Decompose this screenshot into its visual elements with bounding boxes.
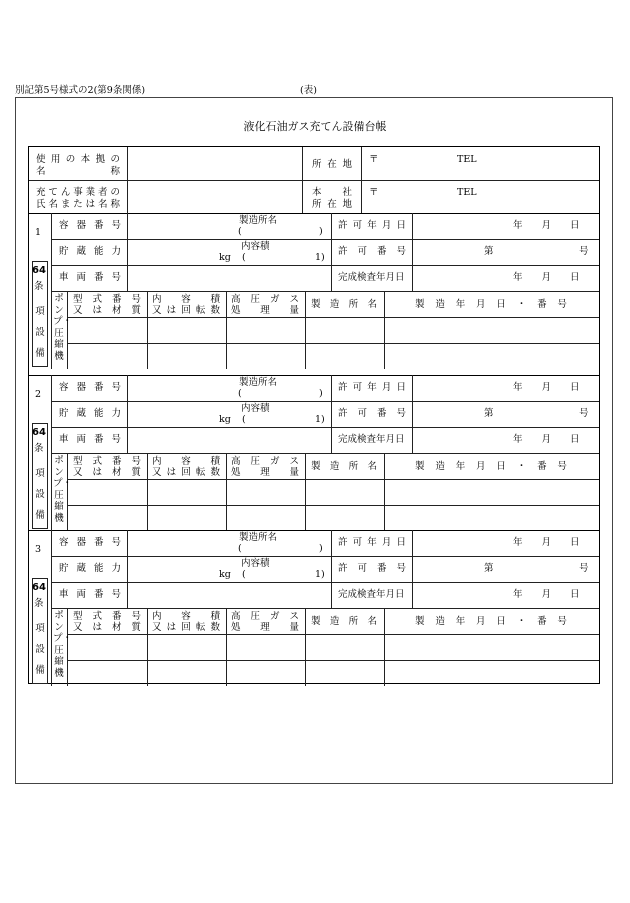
section-number: 1	[35, 227, 42, 238]
model-label-2: 又 は 材 質	[73, 467, 141, 478]
clause-jo: 条	[34, 598, 44, 609]
completion-date-label: 完成検査年月日	[338, 272, 405, 283]
ledger-form	[28, 146, 600, 684]
model-label-2: 又 は 材 質	[73, 305, 141, 316]
model-label-1: 型 式 番 号	[73, 611, 141, 622]
mfg-info-label: 製 造 年 月 日 ・ 番 号	[415, 616, 567, 627]
pump-label: ポンプ・圧縮機	[53, 455, 73, 524]
clause-64: 64	[32, 582, 46, 593]
hp-label-2: 処 理 量	[231, 305, 299, 316]
permit-date-label: 許 可 年 月 日	[338, 382, 406, 393]
container-no-label: 容 器 番 号	[59, 537, 121, 548]
paren-close: )	[319, 226, 323, 237]
kg-label: kg	[219, 252, 231, 263]
maker-label: 製 造 所 名	[311, 299, 377, 310]
maker-label: 製 造 所 名	[311, 616, 377, 627]
clause-rest: 項設備	[35, 623, 45, 676]
equipment-section-1	[29, 213, 599, 369]
hp-label-1: 高 圧 ガ ス	[231, 294, 299, 305]
permit-date-label: 許 可 年 月 日	[338, 537, 406, 548]
vol-label-2: 又 は 回 転 数	[152, 622, 220, 633]
permit-no-value: 第 号	[484, 408, 589, 419]
vol-label-1: 内 容 積	[152, 456, 220, 467]
clause-64: 64	[32, 427, 46, 438]
vol-label-2: 又 は 回 転 数	[152, 305, 220, 316]
model-label-1: 型 式 番 号	[73, 456, 141, 467]
vehicle-no-label: 車 両 番 号	[59, 272, 121, 283]
hp-label-1: 高 圧 ガ ス	[231, 611, 299, 622]
equipment-section-2	[29, 375, 599, 531]
mfg-info-label: 製 造 年 月 日 ・ 番 号	[415, 299, 567, 310]
paren-close: )	[319, 388, 323, 399]
permit-date-value: 年 月 日	[513, 537, 580, 548]
completion-date-label: 完成検査年月日	[338, 589, 405, 600]
tel-label-1: TEL	[457, 154, 477, 165]
kg-paren: (	[242, 414, 246, 425]
kg-paren: (	[242, 252, 246, 263]
manufacturer-label: 製造所名	[239, 532, 278, 543]
equipment-section-3	[29, 530, 599, 686]
paren-1: 1)	[315, 252, 325, 263]
location-label: 所 在 地	[312, 159, 352, 170]
model-label-1: 型 式 番 号	[73, 294, 141, 305]
completion-date-value: 年 月 日	[513, 589, 580, 600]
permit-no-label: 許 可 番 号	[338, 408, 406, 419]
postal-mark-2: 〒	[369, 187, 379, 198]
capacity-label: 内容積	[241, 403, 270, 414]
paren-close: )	[319, 543, 323, 554]
clause-rest: 項設備	[35, 306, 45, 359]
vehicle-no-label: 車 両 番 号	[59, 434, 121, 445]
permit-date-value: 年 月 日	[513, 382, 580, 393]
manufacturer-label: 製造所名	[239, 377, 278, 388]
storage-label: 貯 蔵 能 力	[59, 246, 121, 257]
vol-label-2: 又 は 回 転 数	[152, 467, 220, 478]
permit-no-value: 第 号	[484, 246, 589, 257]
permit-no-label: 許 可 番 号	[338, 246, 406, 257]
storage-label: 貯 蔵 能 力	[59, 563, 121, 574]
vol-label-1: 内 容 積	[152, 294, 220, 305]
hp-label-2: 処 理 量	[231, 622, 299, 633]
permit-date-value: 年 月 日	[513, 220, 580, 231]
vol-label-1: 内 容 積	[152, 611, 220, 622]
kg-label: kg	[219, 414, 231, 425]
page-side: (表)	[300, 85, 317, 96]
section-number: 3	[35, 544, 42, 555]
maker-label: 製 造 所 名	[311, 461, 377, 472]
vehicle-no-label: 車 両 番 号	[59, 589, 121, 600]
manufacturer-label: 製造所名	[239, 215, 278, 226]
base-name-label-1: 使 用 の 本 拠 の	[36, 154, 120, 165]
page-title: 液化石油ガス充てん設備台帳	[243, 120, 387, 133]
completion-date-value: 年 月 日	[513, 434, 580, 445]
hp-label-2: 処 理 量	[231, 467, 299, 478]
paren-open: (	[238, 388, 242, 399]
paren-open: (	[238, 543, 242, 554]
capacity-label: 内容積	[241, 241, 270, 252]
clause-64: 64	[32, 265, 46, 276]
completion-date-label: 完成検査年月日	[338, 434, 405, 445]
paren-1: 1)	[315, 569, 325, 580]
tel-label-2: TEL	[457, 187, 477, 198]
clause-jo: 条	[34, 443, 44, 454]
kg-label: kg	[219, 569, 231, 580]
storage-label: 貯 蔵 能 力	[59, 408, 121, 419]
hq-label-2: 所 在 地	[312, 199, 352, 210]
hq-label-1: 本 社	[312, 187, 352, 198]
container-no-label: 容 器 番 号	[59, 382, 121, 393]
mfg-info-label: 製 造 年 月 日 ・ 番 号	[415, 461, 567, 472]
section-number: 2	[35, 389, 42, 400]
pump-label: ポンプ・圧縮機	[53, 293, 73, 362]
clause-rest: 項設備	[35, 468, 45, 521]
pump-label: ポンプ・圧縮機	[53, 610, 73, 679]
postal-mark-1: 〒	[369, 154, 379, 165]
hp-label-1: 高 圧 ガ ス	[231, 456, 299, 467]
capacity-label: 内容積	[241, 558, 270, 569]
clause-jo: 条	[34, 281, 44, 292]
permit-no-value: 第 号	[484, 563, 589, 574]
container-no-label: 容 器 番 号	[59, 220, 121, 231]
permit-date-label: 許 可 年 月 日	[338, 220, 406, 231]
paren-1: 1)	[315, 414, 325, 425]
paren-open: (	[238, 226, 242, 237]
operator-label-2: 氏 名 ま た は 名 称	[36, 199, 120, 210]
completion-date-value: 年 月 日	[513, 272, 580, 283]
model-label-2: 又 は 材 質	[73, 622, 141, 633]
operator-label-1: 充 て ん 事 業 者 の	[36, 187, 120, 198]
kg-paren: (	[242, 569, 246, 580]
base-name-label-2: 名 称	[36, 166, 120, 177]
permit-no-label: 許 可 番 号	[338, 563, 406, 574]
form-number: 別記第5号様式の2(第9条関係)	[15, 85, 146, 96]
